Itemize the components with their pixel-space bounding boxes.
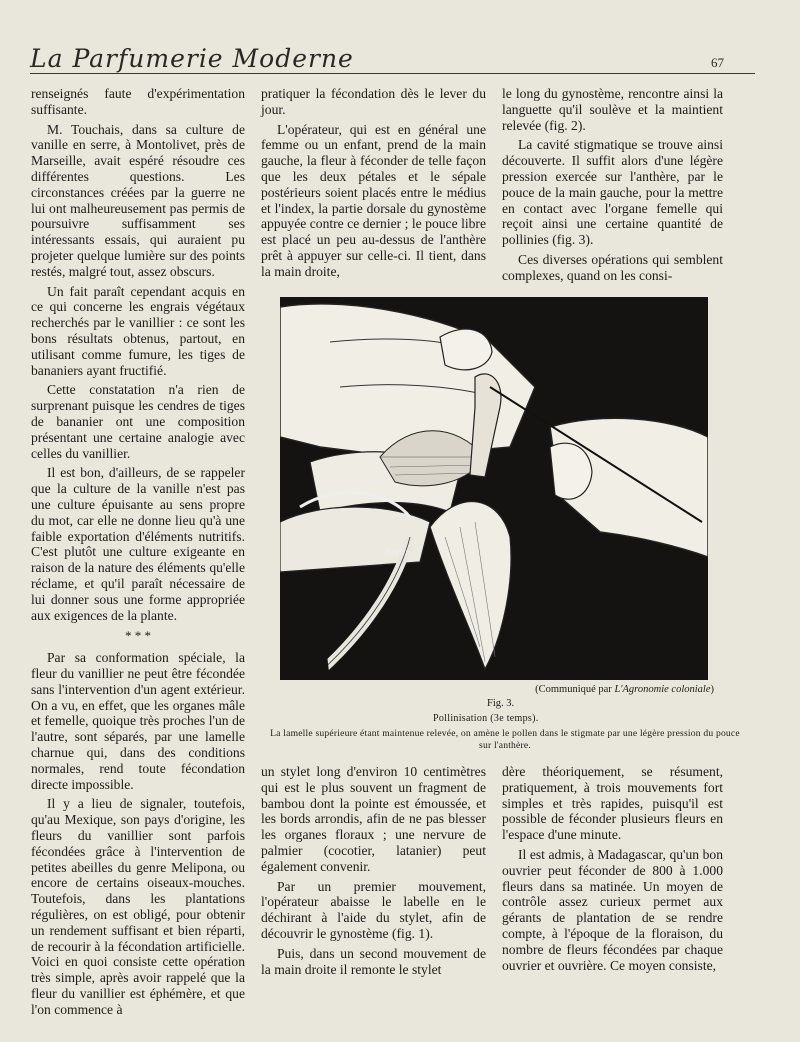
paragraph: La cavité stigmatique se trouve ainsi découverte. Il suffit alors d'une légère pression exercée sur l'anthère, par le pouce de la main gauche, pour la mettre en contact avec l'organe femelle qui reçoit ainsi une certaine quantité de pollinies (fig. 3). bbox=[502, 137, 723, 248]
paragraph: le long du gynostème, rencontre ainsi la languette qu'il soulève et la maintient relevée (fig. 2). bbox=[502, 86, 723, 133]
paragraph: pratiquer la fécondation dès le lever du jour. bbox=[261, 86, 486, 117]
page-number: 67 bbox=[711, 55, 724, 70]
column-right-top bbox=[502, 86, 723, 288]
section-separator: * * * bbox=[125, 628, 151, 644]
paragraph: Par sa conformation spéciale, la fleur du vanillier ne peut être fécondée sans l'intervention d'un agent extérieur. On a vu, en effet, que les organes mâle et femelle, quoique très proches l'un de l'autre, sont séparés, par une lamelle charnue qui, dans des conditions normales, rend toute fécondation directe impossible. bbox=[31, 650, 245, 792]
credit-source: L'Agronomie coloniale bbox=[614, 684, 711, 695]
pollination-illustration bbox=[280, 297, 708, 680]
paragraph: Un fait paraît cependant acquis en ce qui concerne les engrais végétaux recherchés par le vanillier : ce sont les bons résultats obtenus, partout, en utilisant comme fumure, les tiges de bananiers ayant fructifié. bbox=[31, 283, 245, 378]
figure-credit: (Communiqué par L'Agronomie coloniale) bbox=[535, 684, 714, 695]
paragraph: dère théoriquement, se résument, pratiquement, à trois mouvements fort simples et très rapides, puisqu'il est possible de féconder plusieurs fleurs en l'espace d'une minute. bbox=[502, 764, 723, 843]
paragraph: Cette constatation n'a rien de surprenant puisque les cendres de tiges de bananier ont une composition présentant une certaine analogie avec celles du vanillier. bbox=[31, 382, 245, 461]
figure-number: Fig. 3. bbox=[487, 698, 515, 709]
paragraph: Puis, dans un second mouvement de la main droite il remonte le stylet bbox=[261, 945, 486, 977]
paragraph: Il y a lieu de signaler, toutefois, qu'au Mexique, son pays d'origine, les fleurs du vanillier sont parfois fécondées grâce à l'intervention de petites abeilles du genre Melipona, ou encore de certains oiseaux-mouches. Toutefois, dans les plantations régulières, on est obligé, pour obtenir un rendement suffisant et bien réparti, de recourir à la fécondation artificielle. Voici en quoi consiste cette opération très simple, après avoir rappelé que la fleur du vanillier est éphémère, et que l'on commence à bbox=[31, 796, 245, 1017]
figure-title: Pollinisation (3e temps). bbox=[433, 713, 539, 724]
artist-signature: Bertin bbox=[385, 548, 411, 557]
paragraph: Il est bon, d'ailleurs, de se rappeler que la culture de la vanille n'est pas une culture épuisante au sens propre du mot, car elle ne donne lieu qu'à une faible exportation d'éléments nutritifs. C'est plutôt une culture exigeante en raison de la nature des éléments qu'elle réclame, et qu'il paraît nécessaire de lui donner sous une forme appropriée aux exigences de la plante. bbox=[31, 465, 245, 623]
paragraph: renseignés faute d'expérimentation suffisante. bbox=[31, 86, 245, 117]
journal-title: La Parfumerie Moderne bbox=[30, 44, 354, 73]
paragraph: L'opérateur, qui est en général une femme ou un enfant, prend de la main gauche, la fleur à féconder de telle façon que les deux pétales et le sépale postérieurs soient placés entre le médius et l'index, la partie dorsale du gynostème appuyée contre ce dernier ; le pouce libre est placé un peu au-dessus de l'anthère prêt à appuyer sur celle-ci. Il tient, dans la main droite, bbox=[261, 121, 486, 279]
header-rule bbox=[30, 73, 755, 74]
paragraph: Il est admis, à Madagascar, qu'un bon ouvrier peut féconder de 800 à 1.000 fleurs dans sa matinée. Un moyen de contrôle assez curieux permet aux gérants de plantation de se rendre compte, à l'époque de la floraison, du nombre de fleurs fécondées par chaque ouvrier et ouvrière. Ce moyen consiste, bbox=[502, 846, 723, 973]
paragraph: Par un premier mouvement, l'opérateur abaisse le labelle en le déchirant à l'aide du stylet, afin de découvrir le gynostème (fig. 1). bbox=[261, 878, 486, 941]
paragraph: M. Touchais, dans sa culture de vanille en serre, à Montolivet, près de Marseille, avait espéré résoudre ces différentes questions. Les circonstances créées par la guerre ne lui ont malheureusement pas permis de poursuivre suffisamment ses intéressants essais, qui auraient pu projeter quelque lumière sur des points restés, malgré tout, assez obscurs. bbox=[31, 121, 245, 279]
column-left bbox=[31, 86, 245, 1022]
hands-holding-flower-drawing bbox=[280, 297, 708, 680]
paragraph: Ces diverses opérations qui semblent complexes, quand on les consi- bbox=[502, 251, 723, 283]
paragraph: un stylet long d'environ 10 centimètres qui est le plus souvent un fragment de bambou dont la pointe est émoussée, et les bords arrondis, afin de ne pas blesser les organes floraux ; une nervure de palmier (cocotier, latanier) peut également convenir. bbox=[261, 764, 486, 874]
column-middle-top bbox=[261, 86, 486, 284]
column-middle-bottom bbox=[261, 764, 486, 981]
column-right-bottom bbox=[502, 764, 723, 977]
figure-caption: La lamelle supérieure étant maintenue relevée, on amène le pollen dans le stigmate par une légère pression du pouce sur l'anthère. bbox=[270, 728, 740, 751]
